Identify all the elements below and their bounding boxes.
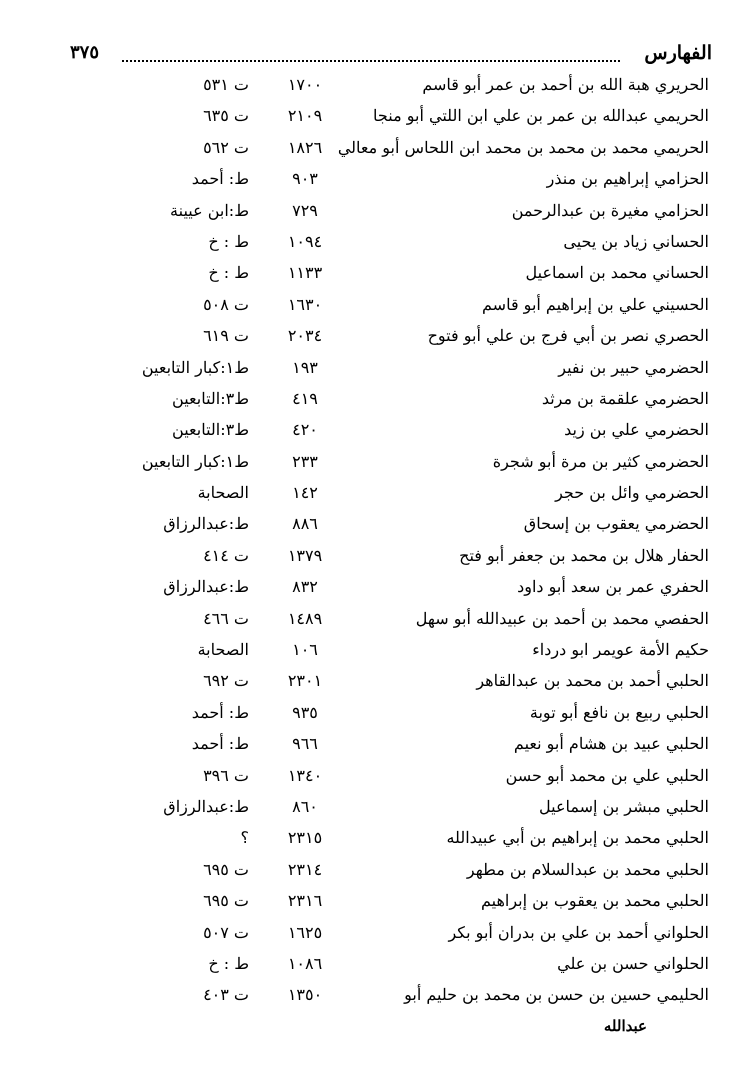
- index-entry: [0, 917, 743, 948]
- index-entry: [0, 760, 743, 791]
- index-entry: [0, 665, 743, 696]
- entry-number: ١٦٢٥: [287, 922, 323, 942]
- entry-reference: ت ٥٦٢: [203, 137, 249, 157]
- entry-number: ٢٣٠١: [287, 671, 323, 691]
- entry-number: ١٤٢: [292, 483, 318, 503]
- entry-name: الحلبي محمد بن عبدالسلام بن مطهر: [466, 859, 709, 879]
- entry-name: الحلبي علي بن محمد أبو حسن: [505, 765, 709, 785]
- entry-reference: ت ٦٩٥: [203, 859, 249, 879]
- entry-reference: ط:عبدالرزاق: [163, 796, 249, 816]
- entry-reference: الصحابة: [197, 640, 249, 660]
- entry-name: الحضرمي علي بن زيد: [564, 420, 709, 440]
- entry-name: الحلبي مبشر بن إسماعيل: [539, 796, 709, 816]
- entry-name: الحلبي محمد بن إبراهيم بن أبي عبيدالله: [446, 828, 709, 848]
- entry-reference: ت ٣٩٦: [203, 765, 249, 785]
- index-entry: [0, 979, 743, 1010]
- entry-name: الحريمي محمد بن محمد بن محمد ابن اللحاس أبو معالي: [337, 137, 709, 157]
- page-header: [70, 40, 712, 72]
- entry-number: ٨٦٠: [292, 796, 318, 816]
- index-entry: [0, 603, 743, 634]
- entry-number: ١٨٢٦: [287, 137, 323, 157]
- entry-reference: ط٣:التابعين: [172, 388, 249, 408]
- entry-name: الحزامي إبراهيم بن منذر: [546, 169, 709, 189]
- entry-name: الحلبي ربيع بن نافع أبو توبة: [529, 702, 709, 722]
- entry-name: الحلبي عبيد بن هشام أبو نعيم: [513, 734, 709, 754]
- entry-reference: ت ٦٩٢: [203, 671, 249, 691]
- index-entry: [0, 948, 743, 979]
- entry-number: ١٣٧٩: [287, 545, 323, 565]
- entry-number: ١٣٥٠: [287, 985, 323, 1005]
- entry-number: ٢٣١٥: [287, 828, 323, 848]
- entry-reference: ط: أحمد: [191, 734, 249, 754]
- index-entry: [0, 697, 743, 728]
- entry-name: الحريمي عبدالله بن عمر بن علي ابن اللتي أبو منجا: [373, 106, 709, 126]
- entry-name: الحضرمي كثير بن مرة أبو شجرة: [492, 451, 709, 471]
- entry-number: ١٤٨٩: [287, 608, 323, 628]
- entry-name: الحلواني حسن بن علي: [557, 953, 709, 973]
- page-number: ٣٧٥: [70, 42, 100, 63]
- index-entry: [0, 634, 743, 665]
- continuation-text: عبدالله: [603, 1017, 647, 1035]
- entry-number: ٩٣٥: [292, 702, 318, 722]
- index-entry: [0, 383, 743, 414]
- index-entry: [0, 508, 743, 539]
- entry-number: ١٠٩٤: [287, 231, 323, 251]
- entry-number: ٤٢٠: [292, 420, 318, 440]
- entry-number: ٢٣١٤: [287, 859, 323, 879]
- index-entry: [0, 791, 743, 822]
- entry-number: ٢٣١٦: [287, 891, 323, 911]
- index-entry: [0, 885, 743, 916]
- entry-number: ٢٠٣٤: [287, 326, 323, 346]
- entry-reference: ط١:كبار التابعين: [141, 357, 249, 377]
- entry-reference: الصحابة: [197, 483, 249, 503]
- entry-reference: ط : خ: [208, 263, 249, 283]
- entry-reference: ت ٥٠٨: [203, 294, 249, 314]
- index-entry: [0, 195, 743, 226]
- entry-name: الحلواني أحمد بن علي بن بدران أبو بكر: [448, 922, 709, 942]
- header-dotted-leader: [122, 60, 620, 62]
- entry-name: الحفري عمر بن سعد أبو داود: [517, 577, 709, 597]
- entry-reference: ت ٦٩٥: [203, 891, 249, 911]
- entry-reference: ت ٥٣١: [203, 75, 249, 94]
- index-entry: [0, 289, 743, 320]
- entry-reference: ت ٥٠٧: [203, 922, 249, 942]
- entry-name: الحلبي أحمد بن محمد بن عبدالقاهر: [476, 671, 709, 691]
- entry-number: ٧٢٩: [292, 200, 318, 220]
- entry-name: الحليمي حسين بن حسن بن محمد بن حليم أبو: [404, 985, 709, 1005]
- entry-number: ٨٣٢: [292, 577, 318, 597]
- entry-reference: ؟: [240, 828, 249, 848]
- entry-name: الحصري نصر بن أبي فرج بن علي أبو فتوح: [427, 326, 709, 346]
- index-entry: [0, 132, 743, 163]
- entry-name: الحفصي محمد بن أحمد بن عبيدالله أبو سهل: [415, 608, 709, 628]
- entry-reference: ط٣:التابعين: [172, 420, 249, 440]
- entry-reference: ط : خ: [208, 231, 249, 251]
- index-entry: [0, 414, 743, 445]
- entry-name: الحلبي محمد بن يعقوب بن إبراهيم: [480, 891, 709, 911]
- entry-number: ١٧٠٠: [287, 75, 323, 94]
- entry-name: الحضرمي يعقوب بن إسحاق: [523, 514, 709, 534]
- entry-name: الحساني زياد بن يحيى: [563, 231, 709, 251]
- entry-number: ١١٣٣: [287, 263, 323, 283]
- entry-name: حكيم الأمة عويمر ابو درداء: [532, 640, 709, 660]
- entry-number: ١٩٣: [292, 357, 318, 377]
- entry-reference: ت ٤٠٣: [203, 985, 249, 1005]
- entry-number: ٢٣٣: [292, 451, 318, 471]
- entry-name: الحضرمي علقمة بن مرثد: [541, 388, 709, 408]
- entry-name: الحضرمي حبير بن نفير: [558, 357, 709, 377]
- index-entry: [0, 320, 743, 351]
- entry-reference: ط:ابن عيينة: [170, 200, 249, 220]
- entry-number: ٤١٩: [292, 388, 318, 408]
- entry-number: ٩٦٦: [292, 734, 318, 754]
- entry-reference: ط:عبدالرزاق: [163, 577, 249, 597]
- entry-name: الحضرمي وائل بن حجر: [555, 483, 709, 503]
- entry-number: ٩٠٣: [292, 169, 318, 189]
- entry-reference: ت ٤٦٦: [203, 608, 249, 628]
- index-entry: [0, 571, 743, 602]
- entry-number: ٢١٠٩: [287, 106, 323, 126]
- entry-number: ١٠٦: [292, 640, 318, 660]
- entry-number: ٨٨٦: [292, 514, 318, 534]
- index-entry: [0, 226, 743, 257]
- entry-name: الحريري هبة الله بن أحمد بن عمر أبو قاسم: [422, 75, 709, 94]
- entry-number: ١٠٨٦: [287, 953, 323, 973]
- index-entry: [0, 446, 743, 477]
- entry-reference: ت ٦٣٥: [203, 106, 249, 126]
- entry-reference: ط: أحمد: [191, 702, 249, 722]
- index-entry: [0, 540, 743, 571]
- index-entry: [0, 854, 743, 885]
- index-entry: [0, 352, 743, 383]
- index-entry: [0, 822, 743, 853]
- entry-name: الحساني محمد بن اسماعيل: [525, 263, 709, 283]
- entry-name: الحفار هلال بن محمد بن جعفر أبو فتح: [459, 545, 709, 565]
- entry-reference: ط١:كبار التابعين: [141, 451, 249, 471]
- entry-reference: ط:عبدالرزاق: [163, 514, 249, 534]
- section-title: الفهارس: [644, 42, 712, 64]
- entry-number: ١٣٤٠: [287, 765, 323, 785]
- entry-number: ١٦٣٠: [287, 294, 323, 314]
- entry-reference: ط: أحمد: [191, 169, 249, 189]
- index-entry: [0, 163, 743, 194]
- entry-name: الحسيني علي بن إبراهيم أبو قاسم: [482, 294, 709, 314]
- entry-reference: ط : خ: [208, 953, 249, 973]
- entry-reference: ت ٦١٩: [203, 326, 249, 346]
- entry-name: الحزامي مغيرة بن عبدالرحمن: [511, 200, 709, 220]
- index-entry: [0, 100, 743, 131]
- entry-reference: ت ٤١٤: [203, 545, 249, 565]
- index-list: [0, 69, 743, 1011]
- index-entry: [0, 477, 743, 508]
- index-entry: [0, 257, 743, 288]
- index-entry: [0, 728, 743, 759]
- index-entry: [0, 69, 743, 100]
